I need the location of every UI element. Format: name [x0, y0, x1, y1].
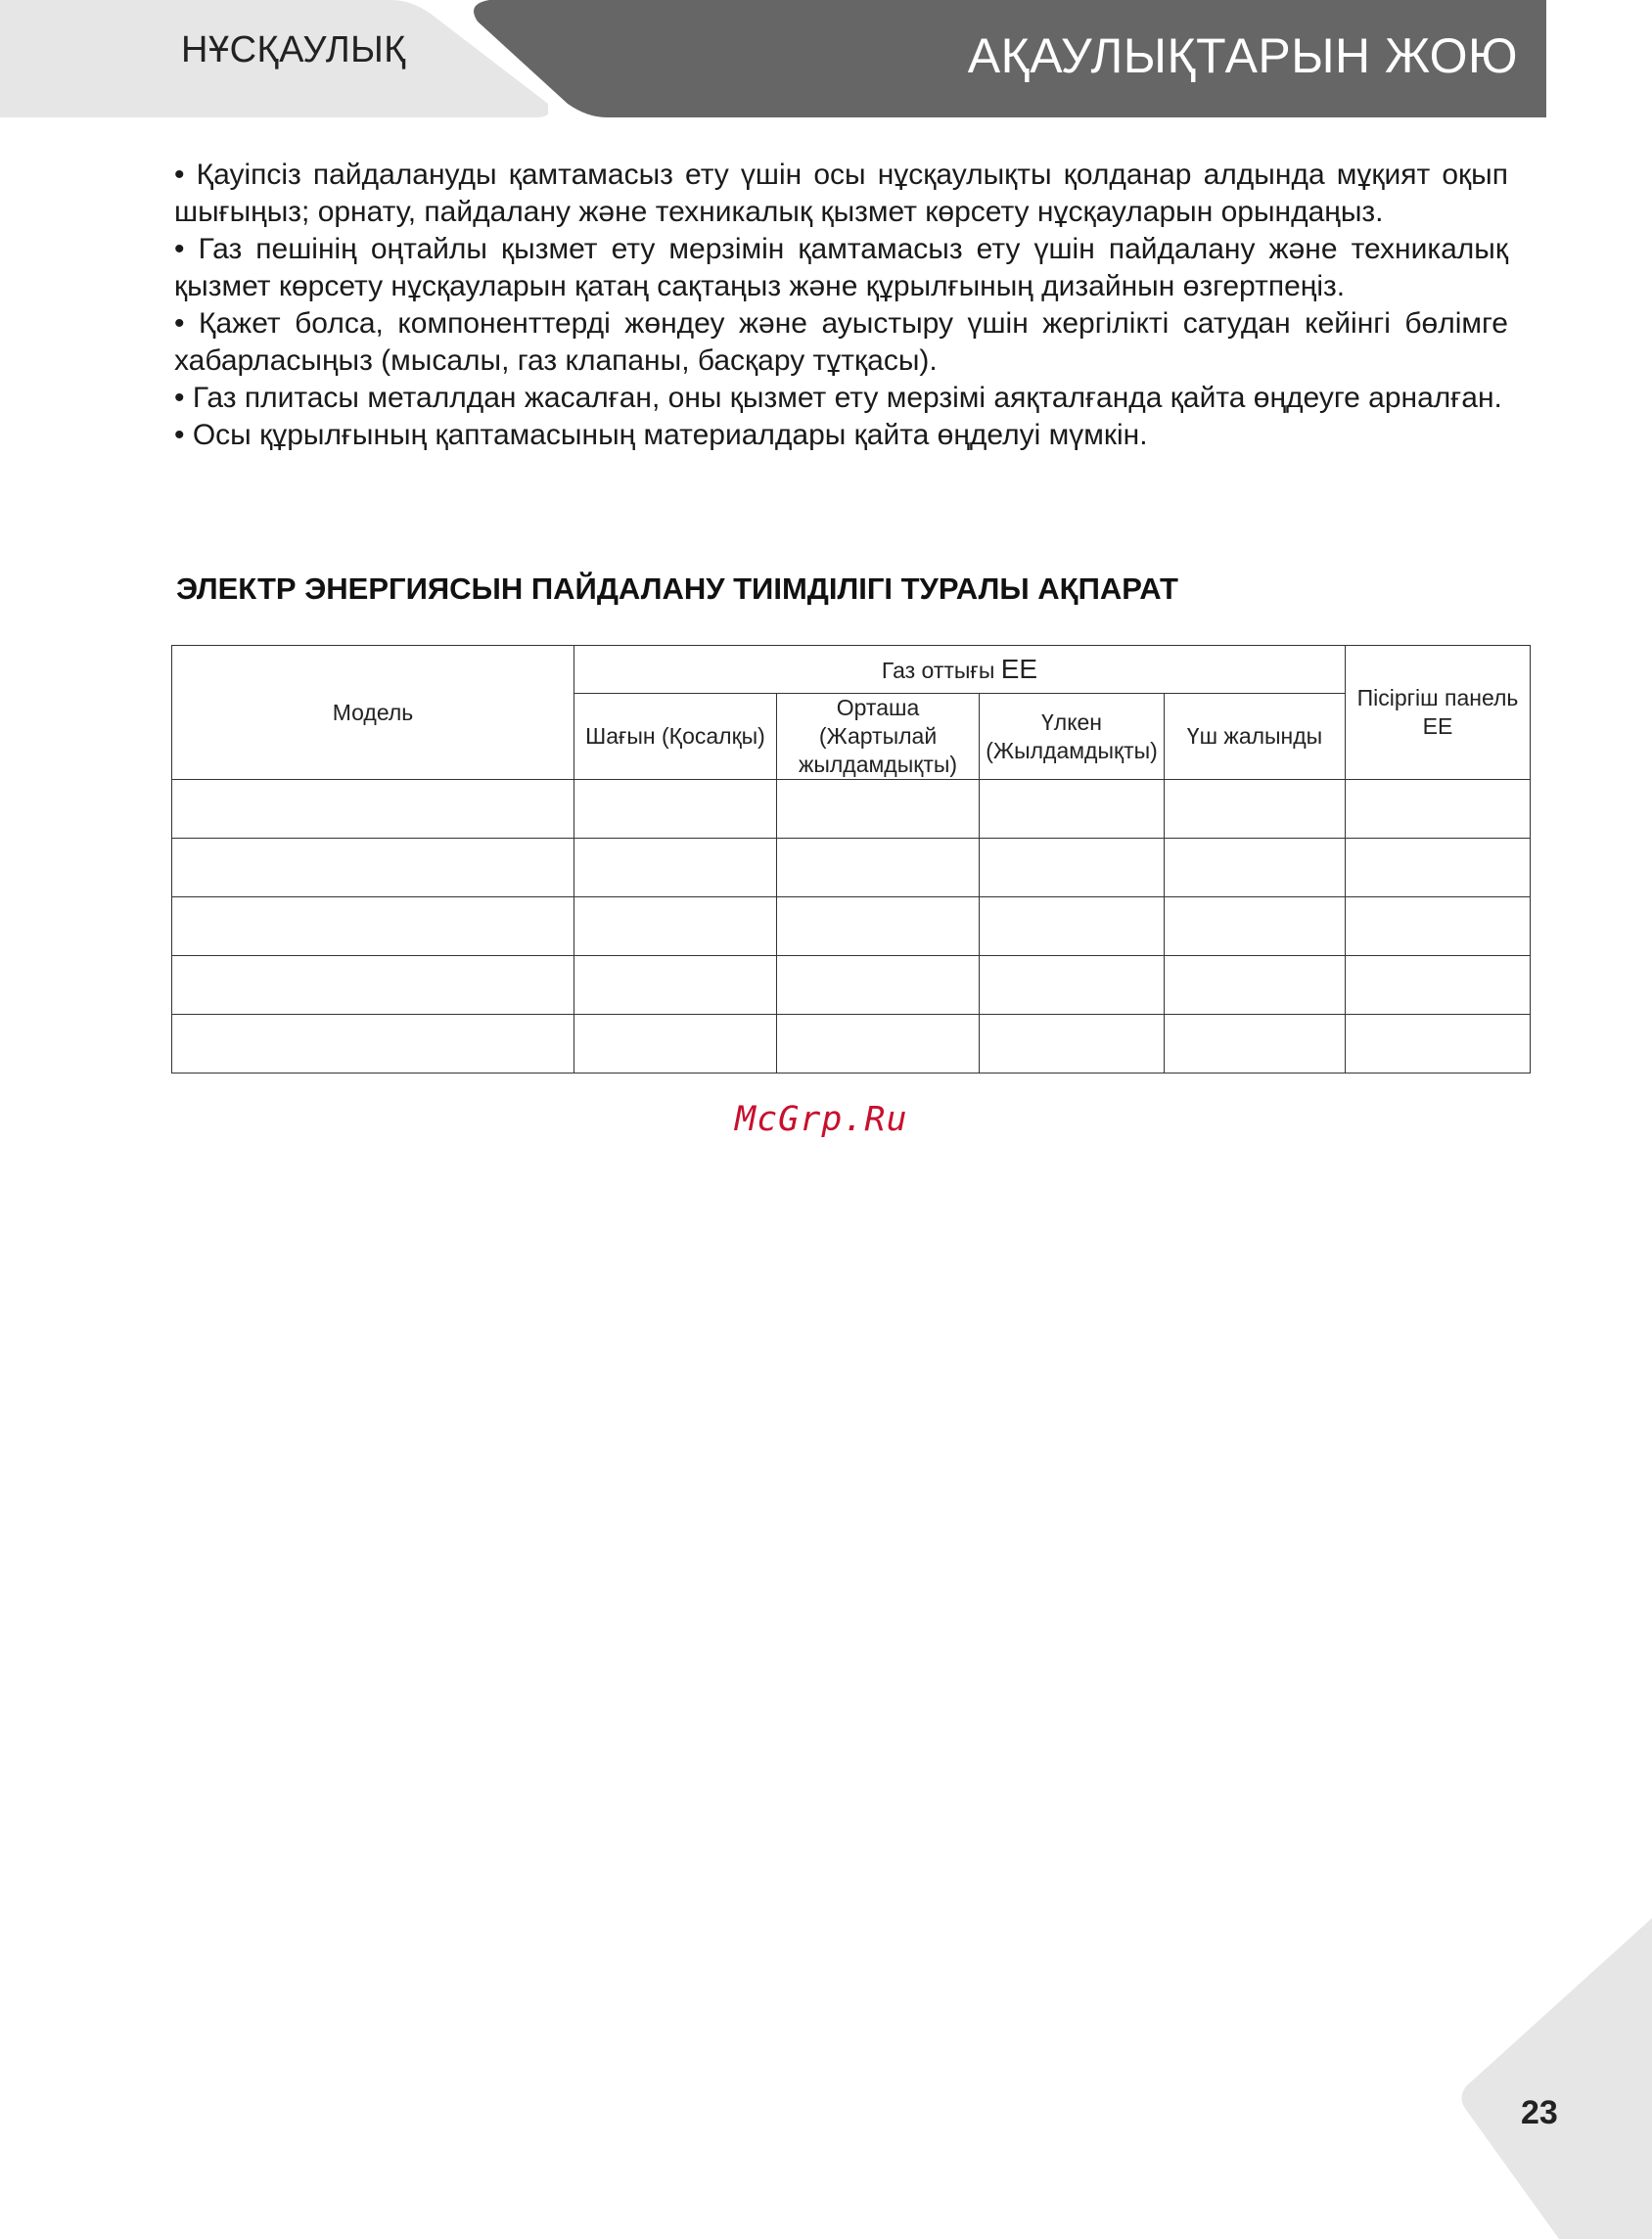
table-cell	[1346, 897, 1531, 956]
table-cell	[1346, 1015, 1531, 1074]
paragraph-repair-contact: • Қажет болса, компоненттерді жөндеу және ауыстыру үшін жергілікті сатудан кейінгі бөлімге хабарласыңыз (мысалы, газ клапаны, басқару тұтқасы).	[174, 307, 1508, 377]
table-cell	[574, 839, 777, 897]
table-cell	[980, 780, 1165, 839]
table-cell	[172, 956, 574, 1015]
table-header-row	[172, 646, 1531, 694]
manual-label: НҰСҚАУЛЫҚ	[181, 29, 406, 70]
section-title: АҚАУЛЫҚТАРЫН ЖОЮ	[967, 28, 1518, 83]
table-cell	[1165, 839, 1346, 897]
table-cell	[777, 839, 980, 897]
page-corner-triangle	[1461, 1918, 1652, 2239]
table-cell	[1346, 839, 1531, 897]
energy-efficiency-heading: ЭЛЕКТР ЭНЕРГИЯСЫН ПАЙДАЛАНУ ТИІМДІЛІГІ ТУРАЛЫ АҚПАРАТ	[176, 571, 1178, 606]
table-row	[172, 956, 1531, 1015]
table-cell	[777, 1015, 980, 1074]
table-cell	[1346, 780, 1531, 839]
table-row	[172, 839, 1531, 897]
table-cell	[1165, 897, 1346, 956]
table-cell	[1165, 780, 1346, 839]
burner-large-header: Үлкен (Жылдамдықты)	[980, 694, 1165, 780]
table-row	[172, 897, 1531, 956]
table-cell	[172, 780, 574, 839]
paragraph-safe-use: • Қауіпсіз пайдалануды қамтамасыз ету үшін осы нұсқаулықты қолданар алдында мұқият оқып шығыңыз; орнату, пайдалану және техникалық қызмет көрсету нұсқауларын орындаңыз.	[174, 159, 1508, 228]
table-cell	[172, 897, 574, 956]
watermark: McGrp.Ru	[735, 1100, 908, 1139]
safety-instructions	[174, 157, 1508, 454]
gas-burner-group-header	[574, 646, 1346, 694]
paragraph-service-life: • Газ пешінің оңтайлы қызмет ету мерзімін қамтамасыз ету үшін пайдалану және техникалық қызмет көрсету нұсқауларын қатаң сақтаңыз және құрылғының дизайнын өзгертпеңіз.	[174, 233, 1508, 302]
table-cell	[574, 1015, 777, 1074]
table-cell	[1346, 956, 1531, 1015]
burner-small-header: Шағын (Қосалқы)	[574, 694, 777, 780]
table-cell	[777, 956, 980, 1015]
table-cell	[1165, 956, 1346, 1015]
hob-ee-header: Пісіргіш панель EE	[1346, 646, 1531, 780]
table-cell	[1165, 1015, 1346, 1074]
table-cell	[980, 897, 1165, 956]
table-cell	[574, 897, 777, 956]
table-cell	[980, 1015, 1165, 1074]
table-cell	[980, 956, 1165, 1015]
burner-triple-header: Үш жалынды	[1165, 694, 1346, 780]
table-row	[172, 1015, 1531, 1074]
burner-medium-header: Орташа (Жартылай жылдамдықты)	[777, 694, 980, 780]
gas-burner-label: Газ оттығы	[881, 657, 995, 683]
table-cell	[574, 780, 777, 839]
table-cell	[980, 839, 1165, 897]
page-number: 23	[1521, 2094, 1558, 2131]
table-body	[172, 780, 1531, 1074]
paragraph-recycle-metal: • Газ плитасы металлдан жасалған, оны қызмет ету мерзімі аяқталғанда қайта өңдеуге арналған.	[174, 382, 1502, 414]
gas-burner-ee-label: EE	[1000, 653, 1038, 684]
table-cell	[777, 780, 980, 839]
table-cell	[172, 839, 574, 897]
table-cell	[172, 1015, 574, 1074]
table-cell	[777, 897, 980, 956]
table-row	[172, 780, 1531, 839]
paragraph-packaging: • Осы құрылғының қаптамасының материалдары қайта өңделуі мүмкін.	[174, 419, 1148, 451]
energy-efficiency-table	[171, 645, 1531, 1074]
table-cell	[574, 956, 777, 1015]
model-header: Модель	[172, 646, 574, 780]
